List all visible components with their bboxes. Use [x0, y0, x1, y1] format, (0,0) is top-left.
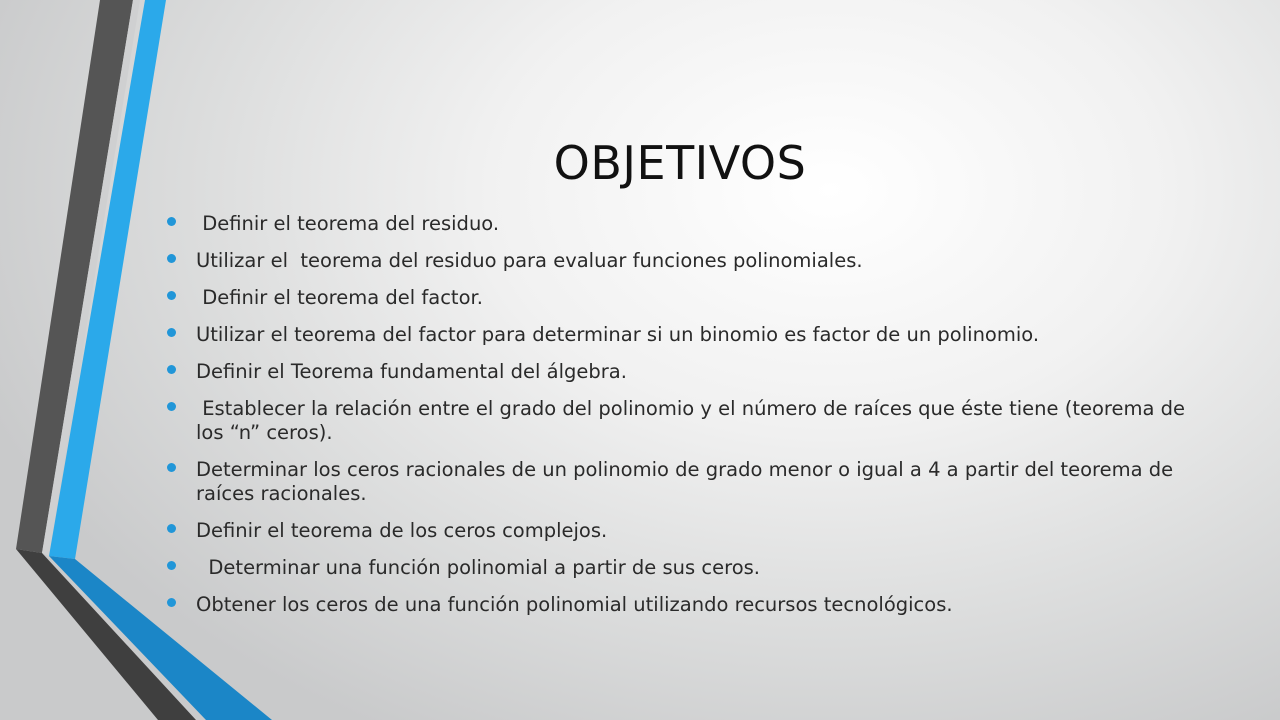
list-item-text: Definir el teorema del residuo.	[196, 212, 500, 235]
list-item-text: Establecer la relación entre el grado del polinomio y el número de raíces que éste tiene (teorema de los “n” ceros).	[196, 397, 1192, 444]
list-item	[163, 556, 1203, 580]
list-item-text: Obtener los ceros de una función polinomial utilizando recursos tecnológicos.	[196, 593, 953, 616]
bullet-dot-icon	[167, 217, 176, 226]
list-item	[163, 519, 1203, 543]
list-item-text: Utilizar el teorema del factor para determinar si un binomio es factor de un polinomio.	[196, 323, 1040, 346]
bullet-dot-icon	[167, 598, 176, 607]
bullet-dot-icon	[167, 463, 176, 472]
list-item-text: Determinar los ceros racionales de un polinomio de grado menor o igual a 4 a partir del teorema de raíces racionales.	[196, 458, 1180, 505]
objectives-list	[163, 212, 1203, 630]
bullet-dot-icon	[167, 254, 176, 263]
list-item-text: Definir el Teorema fundamental del álgebra.	[196, 360, 627, 383]
slide-title: OBJETIVOS	[553, 136, 807, 190]
list-item-text: Utilizar el teorema del residuo para evaluar funciones polinomiales.	[196, 249, 863, 272]
list-item	[163, 458, 1203, 506]
bullet-dot-icon	[167, 365, 176, 374]
list-item-text: Definir el teorema del factor.	[196, 286, 483, 309]
list-item-text: Determinar una función polinomial a partir de sus ceros.	[196, 556, 760, 579]
bullet-dot-icon	[167, 561, 176, 570]
list-item	[163, 593, 1203, 617]
list-item	[163, 286, 1203, 310]
list-item	[163, 397, 1203, 445]
list-item-text: Definir el teorema de los ceros complejos.	[196, 519, 608, 542]
list-item	[163, 323, 1203, 347]
bullet-dot-icon	[167, 328, 176, 337]
bullet-dot-icon	[167, 402, 176, 411]
list-item	[163, 249, 1203, 273]
bullet-dot-icon	[167, 524, 176, 533]
list-item	[163, 360, 1203, 384]
bullet-dot-icon	[167, 291, 176, 300]
list-item	[163, 212, 1203, 236]
